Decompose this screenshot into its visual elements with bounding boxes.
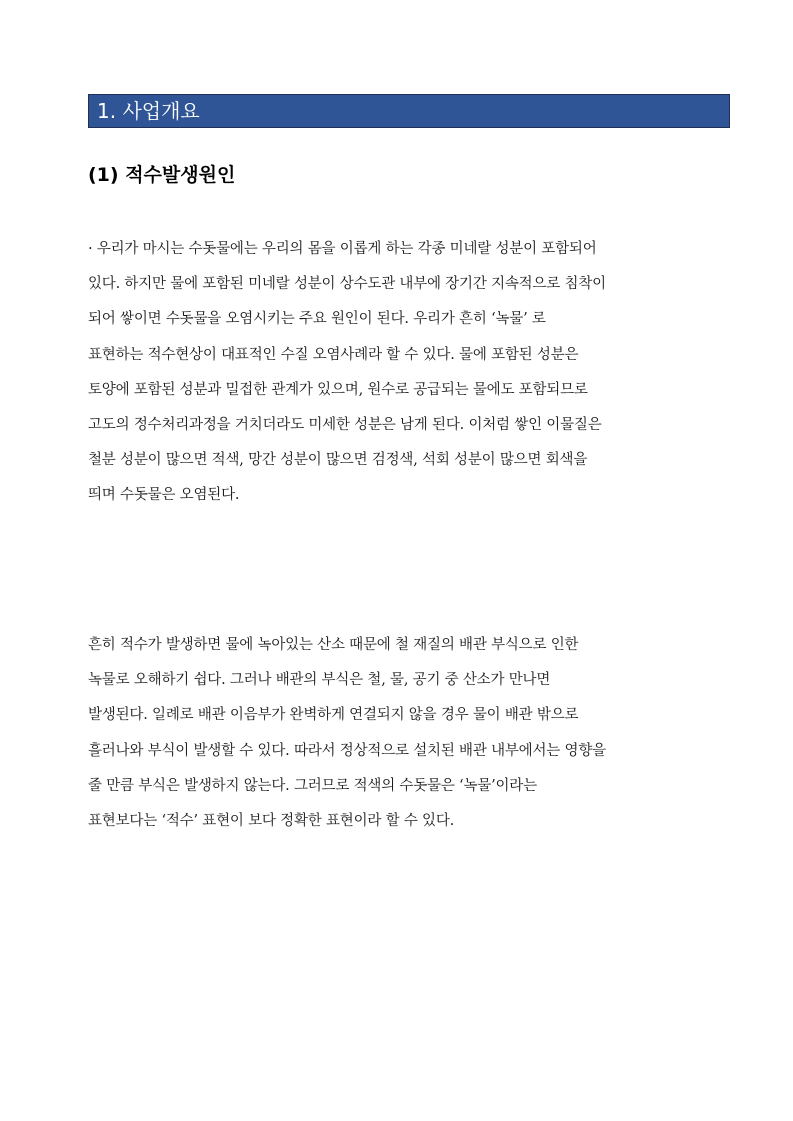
paragraph-line: · 우리가 마시는 수돗물에는 우리의 몸을 이롭게 하는 각종 미네랄 성분이 포함되어 <box>88 241 597 257</box>
paragraph-line: 표현하는 적수현상이 대표적인 수질 오염사례라 할 수 있다. 물에 포함된 성분은 <box>88 346 579 363</box>
paragraph-line: 토양에 포함된 성분과 밀접한 관계가 있으며, 원수로 공급되는 물에도 포함되므로 <box>88 381 588 398</box>
paragraph-2 <box>88 628 748 839</box>
paragraph-line: 줄 만큼 부식은 발생하지 않는다. 그러므로 적색의 수돗물은 ‘녹물’이라는 <box>88 777 537 794</box>
paragraph-line: 되어 쌓이면 수돗물을 오염시키는 주요 원인이 된다. 우리가 흔히 ‘녹물’ 로 <box>88 311 546 328</box>
section-title: 1. 사업개요 <box>97 99 200 123</box>
paragraph-1 <box>88 232 748 514</box>
section-title-bar <box>88 94 730 128</box>
paragraph-line: 고도의 정수처리과정을 거치더라도 미세한 성분은 남게 된다. 이처럼 쌓인 이물질은 <box>88 416 602 433</box>
paragraph-line: 흔히 적수가 발생하면 물에 녹아있는 산소 때문에 철 재질의 배관 부식으로 인한 <box>88 637 579 653</box>
paragraph-line: 녹물로 오해하기 쉽다. 그러나 배관의 부식은 철, 물, 공기 중 산소가 만나면 <box>88 672 551 689</box>
paragraph-line: 표현보다는 ‘적수’ 표현이 보다 정확한 표현이라 할 수 있다. <box>88 812 455 829</box>
paragraph-line: 발생된다. 일례로 배관 이음부가 완벽하게 연결되지 않을 경우 물이 배관 밖으로 <box>88 707 579 724</box>
paragraph-line: 있다. 하지만 물에 포함된 미네랄 성분이 상수도관 내부에 장기간 지속적으로 침착이 <box>88 276 606 293</box>
paragraph-line: 철분 성분이 많으면 적색, 망간 성분이 많으면 검정색, 석회 성분이 많으면 회색을 <box>88 452 588 469</box>
paragraph-line: 흘러나와 부식이 발생할 수 있다. 따라서 정상적으로 설치된 배관 내부에서는 영향을 <box>88 742 606 759</box>
subsection-title: (1) 적수발생원인 <box>88 164 236 186</box>
paragraph-line: 띄며 수돗물은 오염된다. <box>88 487 240 504</box>
